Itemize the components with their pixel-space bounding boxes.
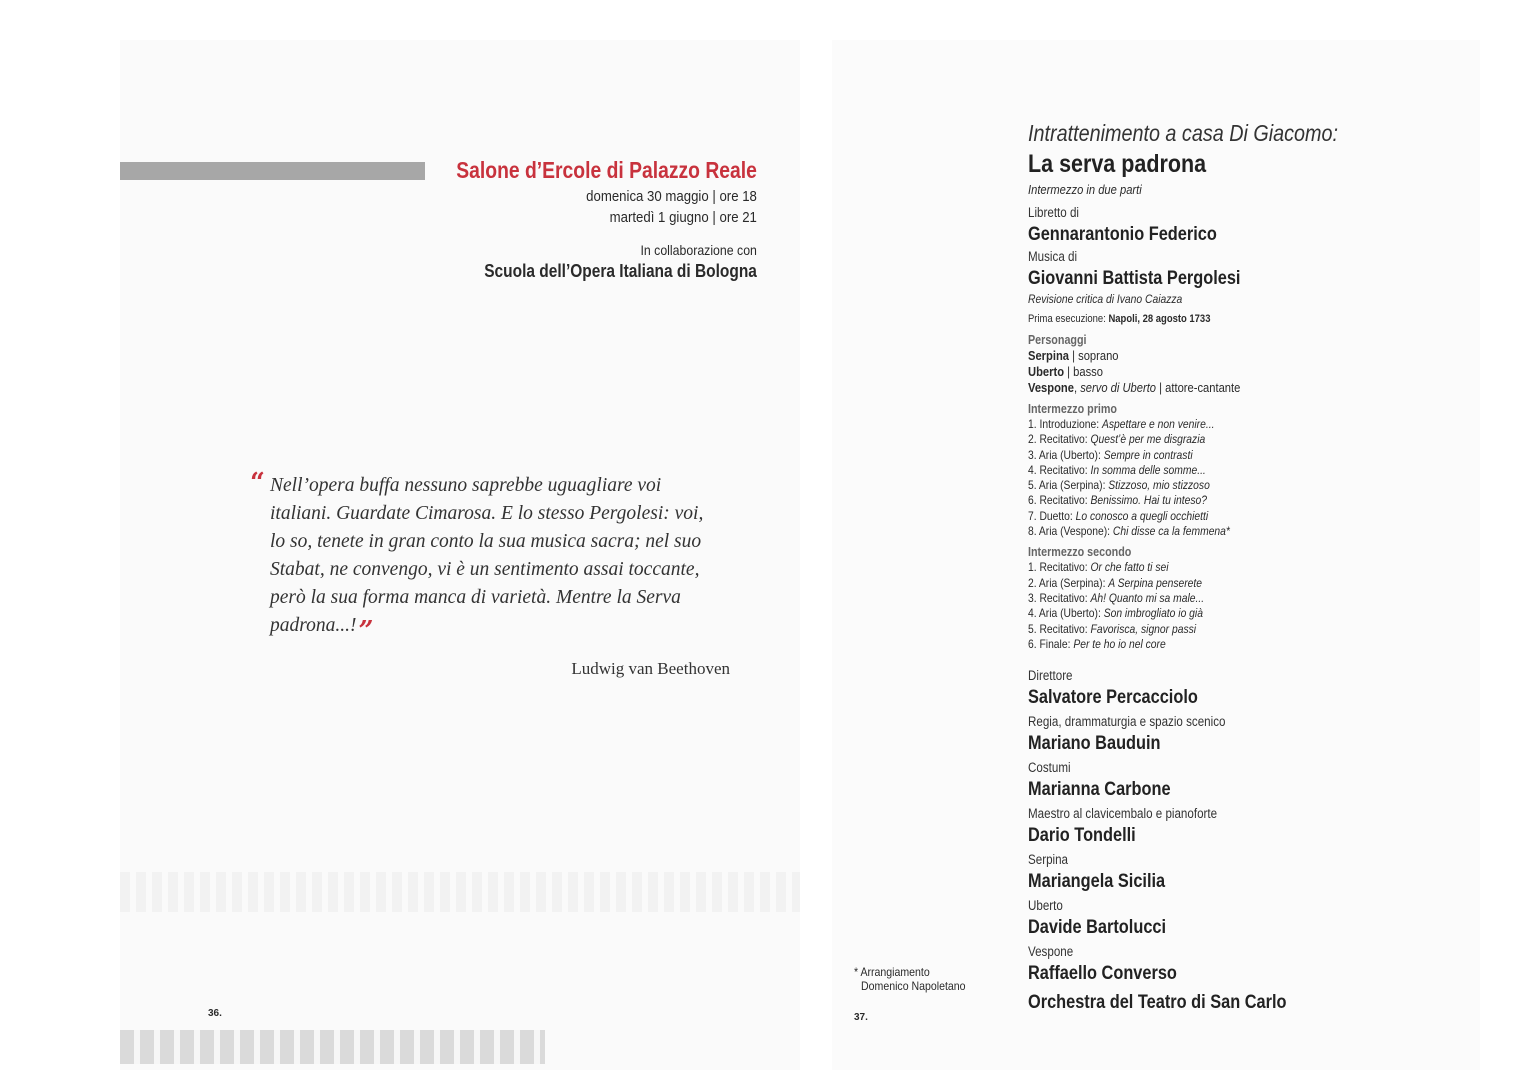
revision-note: Revisione critica di Ivano Caiazza — [1028, 292, 1183, 306]
track-label: 5. Recitativo: — [1028, 621, 1091, 636]
track-label: 4. Recitativo: — [1028, 462, 1091, 477]
credit-gap — [1028, 986, 1468, 988]
track-item — [1028, 622, 1406, 637]
footnote-line: * Arrangiamento — [854, 965, 930, 979]
date-line: martedì 1 giugno | ore 21 — [609, 209, 757, 226]
credit-role: Serpina — [1028, 852, 1069, 868]
part1-track-list — [1028, 417, 1468, 539]
track-label: 5. Aria (Serpina): — [1028, 478, 1109, 493]
character-row — [1028, 364, 1406, 380]
track-title: Chi disse ca la femmena* — [1112, 524, 1230, 539]
credit-name: Davide Bartolucci — [1028, 917, 1167, 939]
track-title: Ah! Quanto mi sa male... — [1090, 590, 1205, 605]
character-voice: | basso — [1064, 364, 1103, 379]
track-label: 6. Recitativo: — [1028, 493, 1091, 508]
orchestra-name: Orchestra del Teatro di San Carlo — [1028, 992, 1287, 1014]
character-row — [1028, 348, 1406, 364]
track-item — [1028, 509, 1406, 524]
libretto-label: Libretto di — [1028, 205, 1079, 220]
credit-role: Maestro al clavicembalo e pianoforte — [1028, 806, 1218, 822]
track-label: 6. Finale: — [1028, 636, 1074, 651]
track-title: Or che fatto ti sei — [1090, 560, 1169, 575]
date-line: domenica 30 maggio | ore 18 — [586, 188, 757, 205]
track-label: 8. Aria (Vespone): — [1028, 524, 1113, 539]
track-item — [1028, 637, 1406, 652]
characters-heading: Personaggi — [1028, 333, 1087, 347]
track-label: 1. Introduzione: — [1028, 417, 1103, 431]
track-label: 2. Aria (Serpina): — [1028, 575, 1109, 590]
close-quote-icon: ” — [358, 616, 374, 646]
track-label: 1. Recitativo: — [1028, 560, 1091, 575]
track-title: Sempre in contrasti — [1103, 447, 1193, 462]
venue-title: Salone d’Ercole di Palazzo Reale — [456, 157, 757, 183]
track-item — [1028, 524, 1406, 539]
opera-subtitle: Intermezzo in due parti — [1028, 182, 1142, 197]
track-item — [1028, 432, 1406, 447]
track-item — [1028, 417, 1406, 432]
credit-name: Mariangela Sicilia — [1028, 871, 1166, 893]
track-title: Lo conosco a quegli occhietti — [1075, 508, 1209, 523]
venue-block — [399, 154, 757, 283]
track-title: Favorisca, signor passi — [1090, 621, 1197, 636]
collaboration-label: In collaborazione con — [640, 242, 757, 258]
character-note: servo di Uberto — [1080, 380, 1157, 395]
part1-heading: Intermezzo primo — [1028, 402, 1118, 416]
track-label: 3. Recitativo: — [1028, 590, 1091, 605]
page-number: 37. — [854, 1012, 868, 1023]
track-title: Quest’è per me disgrazia — [1090, 432, 1206, 447]
left-page — [120, 40, 800, 1070]
track-item — [1028, 606, 1406, 621]
decorative-keyboard-bar — [120, 1030, 545, 1064]
credit-name: Mariano Bauduin — [1028, 733, 1161, 755]
series-title: Intrattenimento a casa Di Giacomo: — [1028, 120, 1339, 146]
credits-list — [1028, 666, 1468, 988]
track-label: 7. Duetto: — [1028, 508, 1076, 523]
character-voice: | attore-cantante — [1156, 380, 1241, 395]
track-item — [1028, 560, 1406, 575]
track-label: 2. Recitativo: — [1028, 432, 1091, 447]
music-label: Musica di — [1028, 249, 1078, 264]
premiere-label: Prima esecuzione: — [1028, 313, 1106, 325]
track-title: Benissimo. Hai tu inteso? — [1090, 493, 1207, 508]
credit-role: Costumi — [1028, 760, 1071, 776]
credit-role: Regia, drammaturgia e spazio scenico — [1028, 714, 1226, 730]
right-page — [832, 40, 1480, 1070]
track-item — [1028, 463, 1406, 478]
credit-role: Vespone — [1028, 944, 1074, 960]
collaboration-name: Scuola dell’Opera Italiana di Bologna — [484, 261, 757, 281]
decorative-stripe-band — [120, 872, 800, 912]
track-label: 3. Aria (Uberto): — [1028, 447, 1104, 462]
composer-name: Giovanni Battista Pergolesi — [1028, 268, 1241, 289]
part2-heading: Intermezzo secondo — [1028, 545, 1132, 560]
credit-name: Marianna Carbone — [1028, 779, 1171, 801]
section-spacer — [1028, 652, 1468, 666]
track-item — [1028, 478, 1406, 493]
quote-block — [250, 468, 730, 679]
track-item — [1028, 591, 1406, 606]
quote-body: Nell’opera buffa nessuno saprebbe uguagliare voi italiani. Guardate Cimarosa. E lo stesso Pergolesi: voi, lo so, tenete in gran conto la sua musica sacra; nel suo Stabat, ne convengo, vi è un sentimento assai toccante, però la sua forma manca di varietà. Mentre la Serva padrona...! — [270, 475, 704, 636]
character-voice: | soprano — [1069, 348, 1119, 363]
premiere-line — [1028, 311, 1406, 327]
footnote — [854, 965, 966, 993]
open-quote-icon: “ — [250, 468, 265, 498]
track-title: Son imbrogliato io già — [1103, 606, 1203, 621]
track-title: Stizzoso, mio stizzoso — [1108, 478, 1210, 493]
track-item — [1028, 448, 1406, 463]
credit-name: Dario Tondelli — [1028, 825, 1136, 847]
track-title: Per te ho io nel core — [1073, 636, 1166, 651]
track-item — [1028, 493, 1406, 508]
quote-author: Ludwig van Beethoven — [571, 659, 730, 678]
character-name: Vespone — [1028, 380, 1074, 395]
part2-track-list — [1028, 560, 1468, 652]
track-label: 4. Aria (Uberto): — [1028, 606, 1104, 621]
decorative-grey-bar — [120, 162, 425, 180]
program-content — [1028, 118, 1468, 1016]
credit-name: Salvatore Percacciolo — [1028, 687, 1198, 709]
opera-title: La serva padrona — [1028, 150, 1207, 178]
character-name: Uberto — [1028, 364, 1065, 379]
character-sep: , — [1073, 380, 1081, 395]
character-row — [1028, 380, 1406, 396]
track-title: Aspettare e non venire... — [1102, 417, 1215, 431]
quote-text — [270, 472, 710, 645]
credit-role: Uberto — [1028, 898, 1063, 914]
track-title: In somma delle somme... — [1090, 462, 1206, 477]
credit-name: Raffaello Converso — [1028, 963, 1177, 985]
track-item — [1028, 576, 1406, 591]
premiere-value: Napoli, 28 agosto 1733 — [1108, 313, 1211, 325]
character-name: Serpina — [1028, 348, 1070, 363]
footnote-line: Domenico Napoletano — [861, 979, 966, 993]
librettist-name: Gennarantonio Federico — [1028, 224, 1217, 245]
credit-role: Direttore — [1028, 668, 1073, 684]
track-title: A Serpina penserete — [1108, 575, 1203, 590]
page-number: 36. — [208, 1008, 222, 1019]
